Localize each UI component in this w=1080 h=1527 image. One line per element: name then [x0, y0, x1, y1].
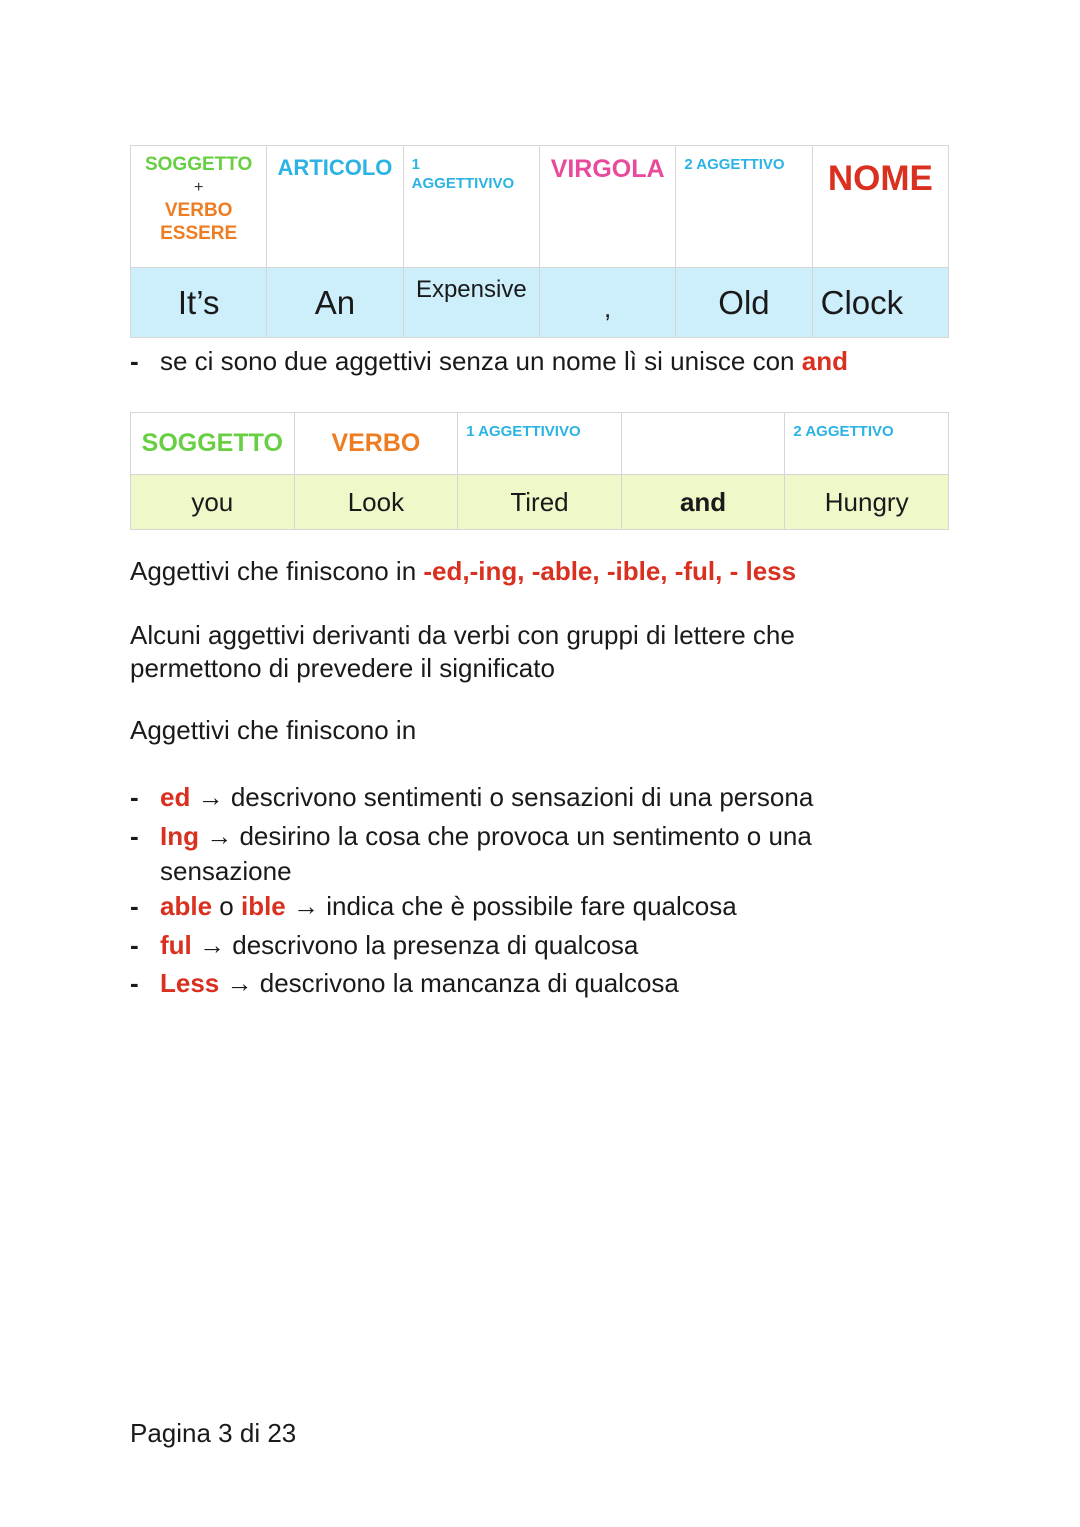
cell-adjective-1: Expensive	[403, 268, 539, 338]
cell-adjective-1: Tired	[458, 475, 622, 530]
list-item-key: ful	[160, 930, 192, 960]
list-item	[130, 819, 890, 889]
note-and-rule	[130, 344, 950, 379]
list-item	[130, 889, 890, 924]
header-plus: +	[193, 179, 204, 196]
paragraph-derived-line-2: permettono di prevedere il significato	[130, 653, 555, 683]
header-adjective-1-label: AGGETTIVIVO	[411, 175, 515, 192]
bullet-dash: -	[130, 346, 139, 376]
paragraph-derived-line-1: Alcuni aggettivi derivanti da verbi con gruppi di lettere che	[130, 620, 795, 650]
header-comma: VIRGOLA	[539, 146, 675, 268]
paragraph-derived	[130, 619, 795, 685]
cell-adjective-2: Old	[676, 268, 812, 338]
header-subject: SOGGETTO	[131, 413, 295, 475]
list-item-text: descrivono la presenza di qualcosa	[232, 930, 639, 960]
page-number-footer: Pagina 3 di 23	[130, 1418, 297, 1448]
cell-article: An	[267, 268, 403, 338]
cell-verb: Look	[294, 475, 458, 530]
paragraph-endings-text: Aggettivi che finiscono in	[130, 556, 424, 586]
list-item	[130, 780, 890, 815]
list-item	[130, 966, 890, 1001]
header-article: ARTICOLO	[267, 146, 403, 268]
list-item-joiner: o	[219, 891, 234, 921]
arrow-right-icon: →	[199, 930, 225, 960]
cell-adjective-2: Hungry	[785, 475, 949, 530]
header-adjective-1: 1 AGGETTIVIVO	[458, 413, 622, 475]
bullet-dash: -	[130, 782, 139, 812]
sentence-structure-table-2	[130, 412, 949, 530]
bullet-dash: -	[130, 968, 139, 998]
list-item-text-continued: sensazione	[160, 856, 292, 886]
list-item-text: indica che è possibile fare qualcosa	[326, 891, 737, 921]
header-subject: SOGGETTO	[144, 154, 253, 175]
header-subject-verb	[131, 146, 267, 268]
header-verb: VERBO	[294, 413, 458, 475]
arrow-right-icon: →	[293, 891, 319, 921]
header-empty	[621, 413, 785, 475]
table-header-row	[131, 413, 949, 475]
list-item-key: Ing	[160, 821, 199, 851]
list-item-key-2: ible	[240, 891, 286, 921]
table-row	[131, 475, 949, 530]
header-noun: NOME	[812, 146, 948, 268]
list-item	[130, 928, 890, 963]
header-adjective-1	[403, 146, 539, 268]
paragraph-intro-list: Aggettivi che finiscono in	[130, 715, 417, 745]
header-adjective-2: 2 AGGETTIVO	[785, 413, 949, 475]
list-item-text: descrivono sentimenti o sensazioni di una persona	[230, 782, 814, 812]
cell-subject: you	[131, 475, 295, 530]
header-essere: ESSERE	[160, 223, 238, 244]
list-item-text: descrivono la mancanza di qualcosa	[259, 968, 679, 998]
bullet-dash: -	[130, 821, 139, 851]
arrow-right-icon: →	[206, 821, 233, 851]
header-verb: VERBO	[164, 200, 233, 221]
sentence-structure-table-1	[130, 145, 949, 338]
list-item-key: Less	[160, 968, 220, 998]
arrow-right-icon: →	[226, 968, 253, 998]
table-header-row	[131, 146, 949, 268]
header-adjective-2: 2 AGGETTIVO	[676, 146, 812, 268]
cell-noun: Clock	[812, 268, 948, 338]
list-item-key: ed	[160, 782, 191, 812]
cell-comma: ,	[539, 268, 675, 338]
list-item-text: desirino la cosa che provoca un sentimento o una	[239, 821, 812, 851]
note-highlight: and	[801, 346, 848, 376]
paragraph-endings-highlight: -ed,-ing, -able, -ible, -ful, - less	[423, 556, 797, 586]
paragraph-endings	[130, 555, 796, 588]
arrow-right-icon: →	[197, 782, 224, 812]
table-row	[131, 268, 949, 338]
cell-and: and	[621, 475, 785, 530]
header-adjective-1-number: 1	[411, 156, 420, 173]
list-item-key: able	[160, 891, 213, 921]
bullet-dash: -	[130, 891, 139, 921]
note-text: se ci sono due aggettivi senza un nome lì si unisce con	[160, 346, 795, 376]
bullet-dash: -	[130, 930, 139, 960]
cell-subject-verb: It’s	[131, 268, 267, 338]
